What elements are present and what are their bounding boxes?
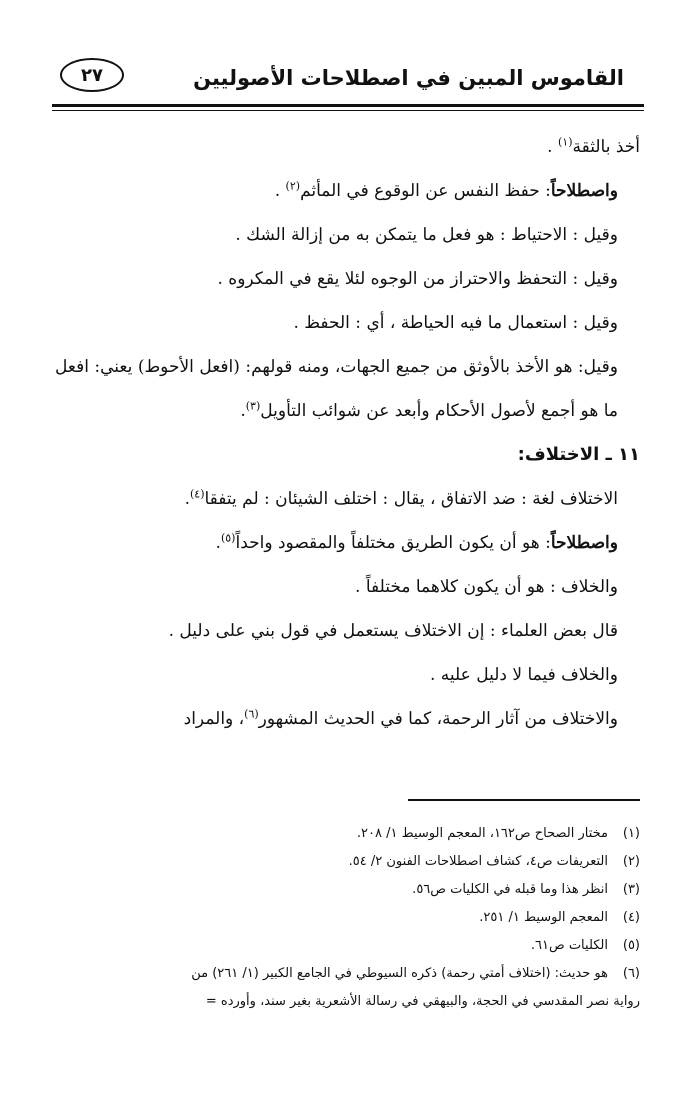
paragraph-5: وقيل : استعمال ما فيه الحياطة ، أي : الحفظ . (293, 313, 618, 333)
paragraph-6-text: وقيل: هو الأخذ بالأوثق من جميع الجهات، ومنه قولهم: (افعل الأحوط) يعني: افعل ما هو أجمع لأصول الأحكام وأبعد عن شوائب التأويل (55, 357, 618, 421)
header-rule-thick (52, 104, 644, 107)
paragraph-10: قال بعض العلماء : إن الاختلاف يستعمل في قول بني على دليل . (168, 621, 618, 641)
paragraph-8-end: . (215, 533, 221, 553)
footnote-text: هو حديث: (اختلاف أمتي رحمة) ذكره السيوطي في الجامع الكبير (١/ ٢٦١) من (191, 966, 608, 981)
footnote-6 (55, 960, 640, 988)
paragraph-12 (55, 697, 640, 741)
paragraph-2-end: . (274, 181, 286, 201)
header-rule-thin (52, 110, 644, 111)
footnote-text: التعريفات ص٤، كشاف اصطلاحات الفنون ٢/ ٥٤. (348, 854, 608, 869)
paragraph-3: وقيل : الاحتياط : هو فعل ما يتمكن به من إزالة الشك . (235, 225, 618, 245)
paragraph-2 (55, 169, 640, 213)
paragraph-2-text: : حفظ النفس عن الوقوع في المأثم (300, 181, 551, 201)
footnote-ref-3: (٣) (245, 399, 261, 413)
footnote-number: (٣) (622, 882, 640, 897)
footnote-1 (55, 820, 640, 848)
footnote-2 (55, 848, 640, 876)
footnote-ref-6: (٦) (244, 707, 259, 721)
paragraph-4: وقيل : التحفظ والاحتراز من الوجوه لئلا يقع في المكروه . (217, 269, 618, 289)
footnote-number: (٤) (622, 910, 640, 925)
footnote-5 (55, 932, 640, 960)
footnote-ref-1: (١) (557, 135, 573, 149)
footnotes (55, 820, 640, 1016)
paragraph-7-end: . (184, 489, 190, 509)
paragraph-8 (55, 521, 640, 565)
paragraph-1 (55, 125, 640, 169)
footnote-number: (٦) (622, 966, 640, 981)
footnote-text: المعجم الوسيط ١/ ٢٥١. (479, 910, 608, 925)
footnote-ref-4: (٤) (189, 487, 205, 501)
footnote-3 (55, 876, 640, 904)
paragraph-1-text: أخذ بالثقة (572, 137, 640, 157)
paragraph-7 (55, 477, 640, 521)
paragraph-8-text: : هو أن يكون الطريق مختلفاً والمقصود واحداً (235, 533, 551, 553)
main-text (55, 125, 640, 741)
term-istilahan-1: واصطلاحاً (550, 181, 618, 201)
footnote-separator (408, 799, 640, 801)
footnote-ref-5: (٥) (220, 531, 236, 545)
page-number: ٢٧ (60, 58, 124, 92)
paragraph-1-end: . (547, 137, 558, 157)
paragraph-9: والخلاف : هو أن يكون كلاهما مختلفاً . (355, 577, 618, 597)
paragraph-12-text: والاختلاف من آثار الرحمة، كما في الحديث المشهور (258, 709, 618, 729)
footnote-4 (55, 904, 640, 932)
footnote-number: (٥) (622, 938, 640, 953)
footnote-text: انظر هذا وما قبله في الكليات ص٥٦. (412, 882, 608, 897)
paragraph-6 (55, 345, 640, 433)
paragraph-11: والخلاف فيما لا دليل عليه . (429, 665, 618, 685)
footnote-text: الكليات ص٦١. (530, 938, 608, 953)
footnote-ref-2: (٢) (285, 179, 301, 193)
footnote-number: (٢) (622, 854, 640, 869)
term-istilahan-2: واصطلاحاً (550, 533, 618, 553)
footnote-text: مختار الصحاح ص١٦٢، المعجم الوسيط ١/ ٢٠٨. (356, 826, 608, 841)
section-heading: ١١ ـ الاختلاف: (517, 444, 640, 465)
footnote-6-continuation: رواية نصر المقدسي في الحجة، والبيهقي في رسالة الأشعرية بغير سند، وأورده = (205, 994, 640, 1009)
paragraph-12-end: ، والمراد (183, 709, 245, 729)
paragraph-6-end: . (240, 401, 246, 421)
paragraph-7-text: الاختلاف لغة : ضد الاتفاق ، يقال : اختلف الشيئان : لم يتفقا (204, 489, 618, 509)
footnote-number: (١) (622, 826, 640, 841)
running-title: القاموس المبين في اصطلاحات الأصوليين (193, 66, 624, 90)
